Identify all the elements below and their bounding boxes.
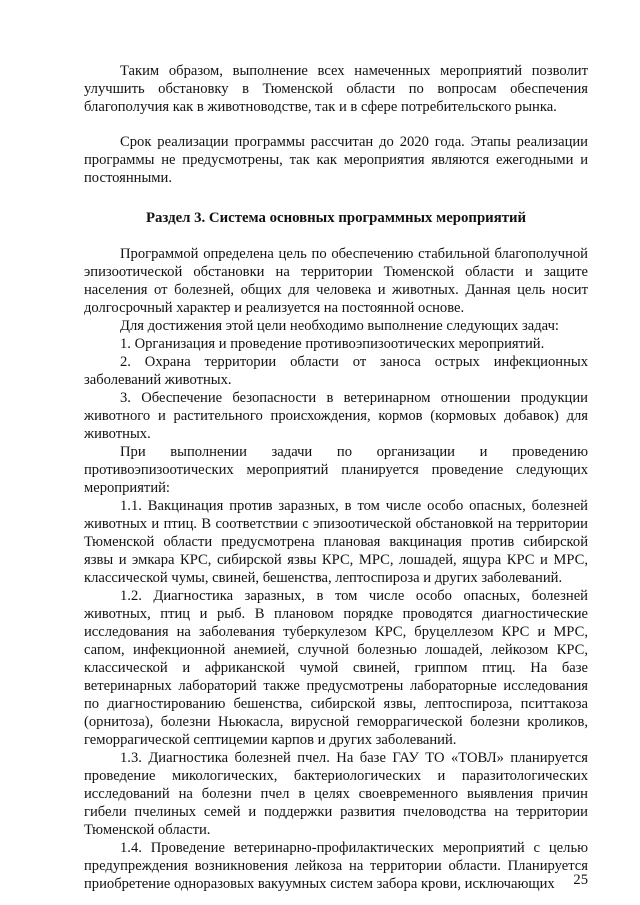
task-item-2: 2. Охрана территории области от заноса острых инфекционных заболеваний животных. <box>84 354 588 388</box>
paragraph-measures-intro: При выполнении задачи по организации и проведению противоэпизоотических мероприятий планируется проведение следующих мероприятий: <box>84 444 588 496</box>
paragraph-timeline: Срок реализации программы рассчитан до 2020 года. Этапы реализации программы не предусмотрены, так как мероприятия являются ежегодными и постоянными. <box>84 134 588 186</box>
task-item-1: 1. Организация и проведение противоэпизоотических мероприятий. <box>120 336 545 352</box>
document-page <box>84 62 588 893</box>
section-heading: Раздел 3. Система основных программных мероприятий <box>145 210 527 226</box>
measure-1-2-diagnostics: 1.2. Диагностика заразных, в том числе особо опасных, болезней животных, птиц и рыб. В плановом порядке проводятся диагностические исследования на заболевания туберкулезом КРС, бруцеллезом КРС и МРС, сапом, инфекционной анемией, случной болезнью лошадей, лейкозом КРС, классической и африканской чумой свиней, гриппом птиц. На базе ветеринарных лабораторий также предусмотрены лабораторные исследования по диагностированию бешенства, сибирской язвы, лептоспироза, пситтакоза (орнитоза), болезни Ньюкасла, вирусной геморрагической болезни кроликов, геморрагической септицемии карпов и других заболеваний. <box>84 588 588 748</box>
page-number: 25 <box>573 872 588 888</box>
paragraph-tasks-intro: Для достижения этой цели необходимо выполнение следующих задач: <box>120 318 559 334</box>
task-item-3: 3. Обеспечение безопасности в ветеринарном отношении продукции животного и растительного происхождения, кормов (кормовых добавок) для животных. <box>84 390 588 442</box>
measure-1-4-leukosis-prevention: 1.4. Проведение ветеринарно-профилактических мероприятий с целью предупреждения возникновения лейкоза на территории области. Планируется приобретение одноразовых вакуумных систем забора крови, исключающих <box>84 840 588 892</box>
paragraph-goal: Программой определена цель по обеспечению стабильной благополучной эпизоотической обстановки на территории Тюменской области и защите населения от болезней, общих для человека и животных. Данная цель носит долгосрочный характер и реализуется на постоянной основе. <box>84 246 588 316</box>
measure-1-3-bee-diagnostics: 1.3. Диагностика болезней пчел. На базе ГАУ ТО «ТОВЛ» планируется проведение микологических, бактериологических и паразитологических исследований на болезни пчел в целях своевременного выявления причин гибели пчелиных семей и поддержки развития пчеловодства на территории Тюменской области. <box>84 750 588 838</box>
measure-1-1-vaccination: 1.1. Вакцинация против заразных, в том числе особо опасных, болезней животных и птиц. В соответствии с эпизоотической обстановкой на территории Тюменской области предусмотрена плановая вакцинация против сибирской язвы и эмкара КРС, сибирской язвы КРС, МРС, лошадей, ящура КРС и МРС, классической чумы, свиней, бешенства, лептоспироза и других заболеваний. <box>84 498 588 586</box>
paragraph-summary: Таким образом, выполнение всех намеченных мероприятий позволит улучшить обстановку в Тюменской области по вопросам обеспечения благополучия как в животноводстве, так и в сфере потребительского рынка. <box>84 63 588 115</box>
